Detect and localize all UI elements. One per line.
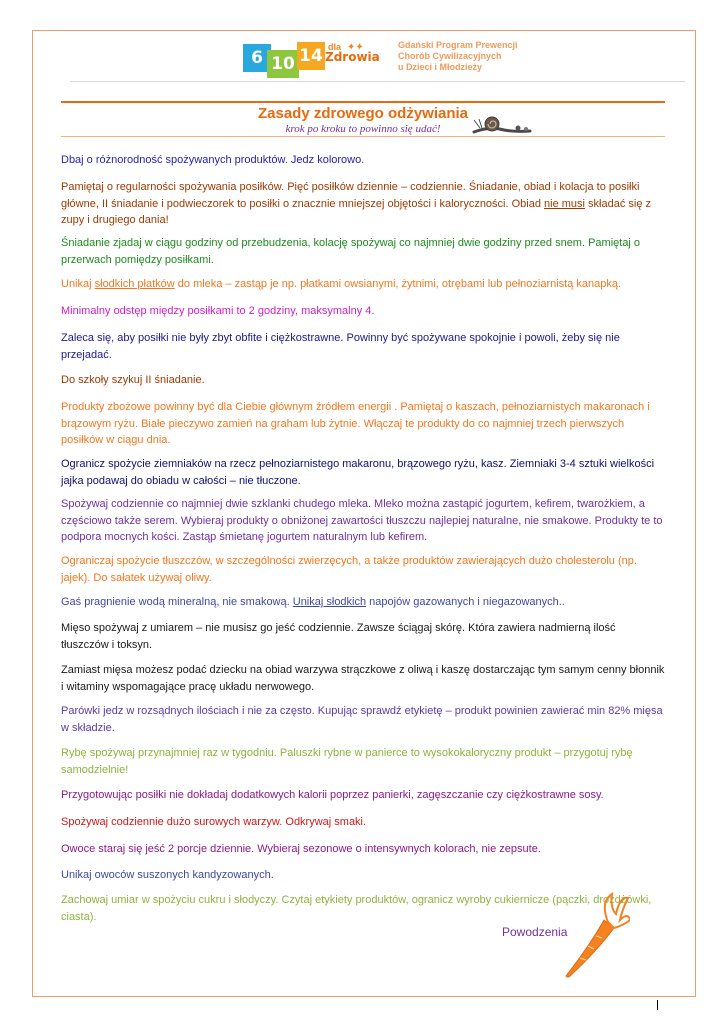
tip-paragraph: Unikaj słodkich płatków do mleka – zastąp je np. płatkami owsianymi, żytnimi, otrębami lub pełnoziarnistą kanapką. xyxy=(61,278,622,290)
tip-paragraph: Rybę spożywaj przynajmniej raz w tygodniu. Paluszki rybne w panierce to wysokokaloryczny produkt – przygotuj rybę samodzielnie! xyxy=(61,747,633,776)
title-banner xyxy=(61,101,665,137)
emphasis-underline: słodkich płatków xyxy=(94,278,175,290)
tip-paragraph: Spożywaj codziennie dużo surowych warzyw. Odkrywaj smaki. xyxy=(61,816,367,828)
tip-paragraph: Śniadanie zjadaj w ciągu godziny od przebudzenia, kolację spożywaj co najmniej dwie godziny przed snem. Pamiętaj o przerwach pomiędzy posiłkami. xyxy=(61,237,641,266)
logo-number-14: 14 xyxy=(297,42,325,70)
program-name xyxy=(398,40,518,73)
logo-zdrowia: Zdrowia xyxy=(325,50,380,64)
carrot-icon xyxy=(560,890,630,980)
logo-number-6: 6 xyxy=(243,44,271,72)
snail-icon xyxy=(470,110,540,136)
tip-paragraph: Unikaj owoców suszonych kandyzowanych. xyxy=(61,869,274,881)
tip-paragraph: Produkty zbożowe powinny być dla Ciebie głównym źródłem energii . Pamiętaj o kaszach, pełnoziarnistych makaronach i brązowym ryżu. Białe pieczywo zamień na graham lub żytnie. Włączaj te produkty do co najmniej trzech pierwszych posiłków w ciągu dnia. xyxy=(61,401,650,446)
tip-paragraph: Spożywaj codziennie co najmniej dwie szklanki chudego mleka. Mleko można zastąpić jogurtem, kefirem, twarożkiem, a częściowo także serem. Wybieraj produkty o obniżonej zawartości tłuszczu najlepiej naturalne, nie smakowe. Produkty te to podpora mocnych kości. Zastąp śmietanę jogurtem naturalnym lub kefirem. xyxy=(61,498,663,543)
page-title: Zasady zdrowego odżywiania xyxy=(257,105,469,122)
header-divider xyxy=(70,81,685,82)
tip-paragraph: Ograniczaj spożycie tłuszczów, w szczególności zwierzęcych, a także produktów zawierających dużo cholesterolu (np. jajek). Do sałatek używaj oliwy. xyxy=(61,555,637,584)
tip-paragraph: Minimalny odstęp między posiłkami to 2 godziny, maksymalny 4. xyxy=(61,305,375,317)
tip-paragraph: Do szkoły szykuj II śniadanie. xyxy=(61,374,205,386)
page-marker xyxy=(657,1000,658,1010)
tip-paragraph: Parówki jedz w rozsądnych ilościach i nie za często. Kupując sprawdź etykietę – produkt powinien zawierać min 82% mięsa w składzie. xyxy=(61,705,663,734)
header xyxy=(243,40,543,80)
tip-paragraph: Przygotowując posiłki nie dokładaj dodatkowych kalorii poprzez panierki, zagęszczanie czy ciężkostrawne sosy. xyxy=(61,789,604,801)
program-line: Gdański Program Prewencji xyxy=(398,40,518,50)
tip-paragraph: Zaleca się, aby posiłki nie były zbyt obfite i ciężkostrawne. Powinny być spożywane spokojnie i powoli, żeby się nie przejadać. xyxy=(61,332,620,361)
emphasis-underline: Unikaj słodkich xyxy=(292,596,367,608)
tip-paragraph: Mięso spożywaj z umiarem – nie musisz go jeść codziennie. Zawsze ściągaj skórę. Która zawiera nadmierną ilość tłuszczów i toksyn. xyxy=(61,622,616,651)
tip-paragraph: Owoce staraj się jeść 2 porcje dziennie. Wybieraj sezonowe o intensywnych kolorach, nie zepsute. xyxy=(61,843,541,855)
tip-paragraph: Zachowaj umiar w spożyciu cukru i słodyczy. Czytaj etykiety produktów, ogranicz wyroby cukiernicze (pączki, drożdżówki, ciasta). xyxy=(61,894,652,923)
program-line: u Dzieci i Młodzieży xyxy=(398,62,483,72)
logo-number-10: 10 xyxy=(267,50,299,78)
tip-paragraph: Zamiast mięsa możesz podać dziecku na obiad warzywa strączkowe z oliwą i kaszę dostarczając tym samym cenny błonnik i witaminy wspomagające pracę układu nerwowego. xyxy=(61,664,665,693)
tip-paragraph: Dbaj o różnorodność spożywanych produktów. Jedz kolorowo. xyxy=(61,154,365,166)
program-line: Chorób Cywilizacyjnych xyxy=(398,51,502,61)
logo-dla: dla xyxy=(328,42,342,52)
logo-people-icon: ✦✦ xyxy=(347,42,364,53)
tip-paragraph: Gaś pragnienie wodą mineralną, nie smakową. Unikaj słodkich napojów gazowanych i niegazowanych.. xyxy=(61,596,565,608)
tip-paragraph: Pamiętaj o regularności spożywania posiłków. Pięć posiłków dziennie – codziennie. Śniadanie, obiad i kolacja to posiłki główne, II śniadanie i podwieczorek to posiłki o znacznie mniejszej objętości i kaloryczności. Obiad nie musi składać się z zupy i drugiego dania! xyxy=(61,181,652,226)
closing-text: Powodzenia xyxy=(502,925,568,939)
page-subtitle: krok po kroku to powinno się udać! xyxy=(285,123,441,135)
emphasis-underline: nie musi xyxy=(544,197,585,210)
tip-paragraph: Ogranicz spożycie ziemniaków na rzecz pełnoziarnistego makaronu, brązowego ryżu, kasz. Ziemniaki 3-4 sztuki wielkości jajka podawaj do obiadu w całości – nie tłuczone. xyxy=(61,458,655,487)
